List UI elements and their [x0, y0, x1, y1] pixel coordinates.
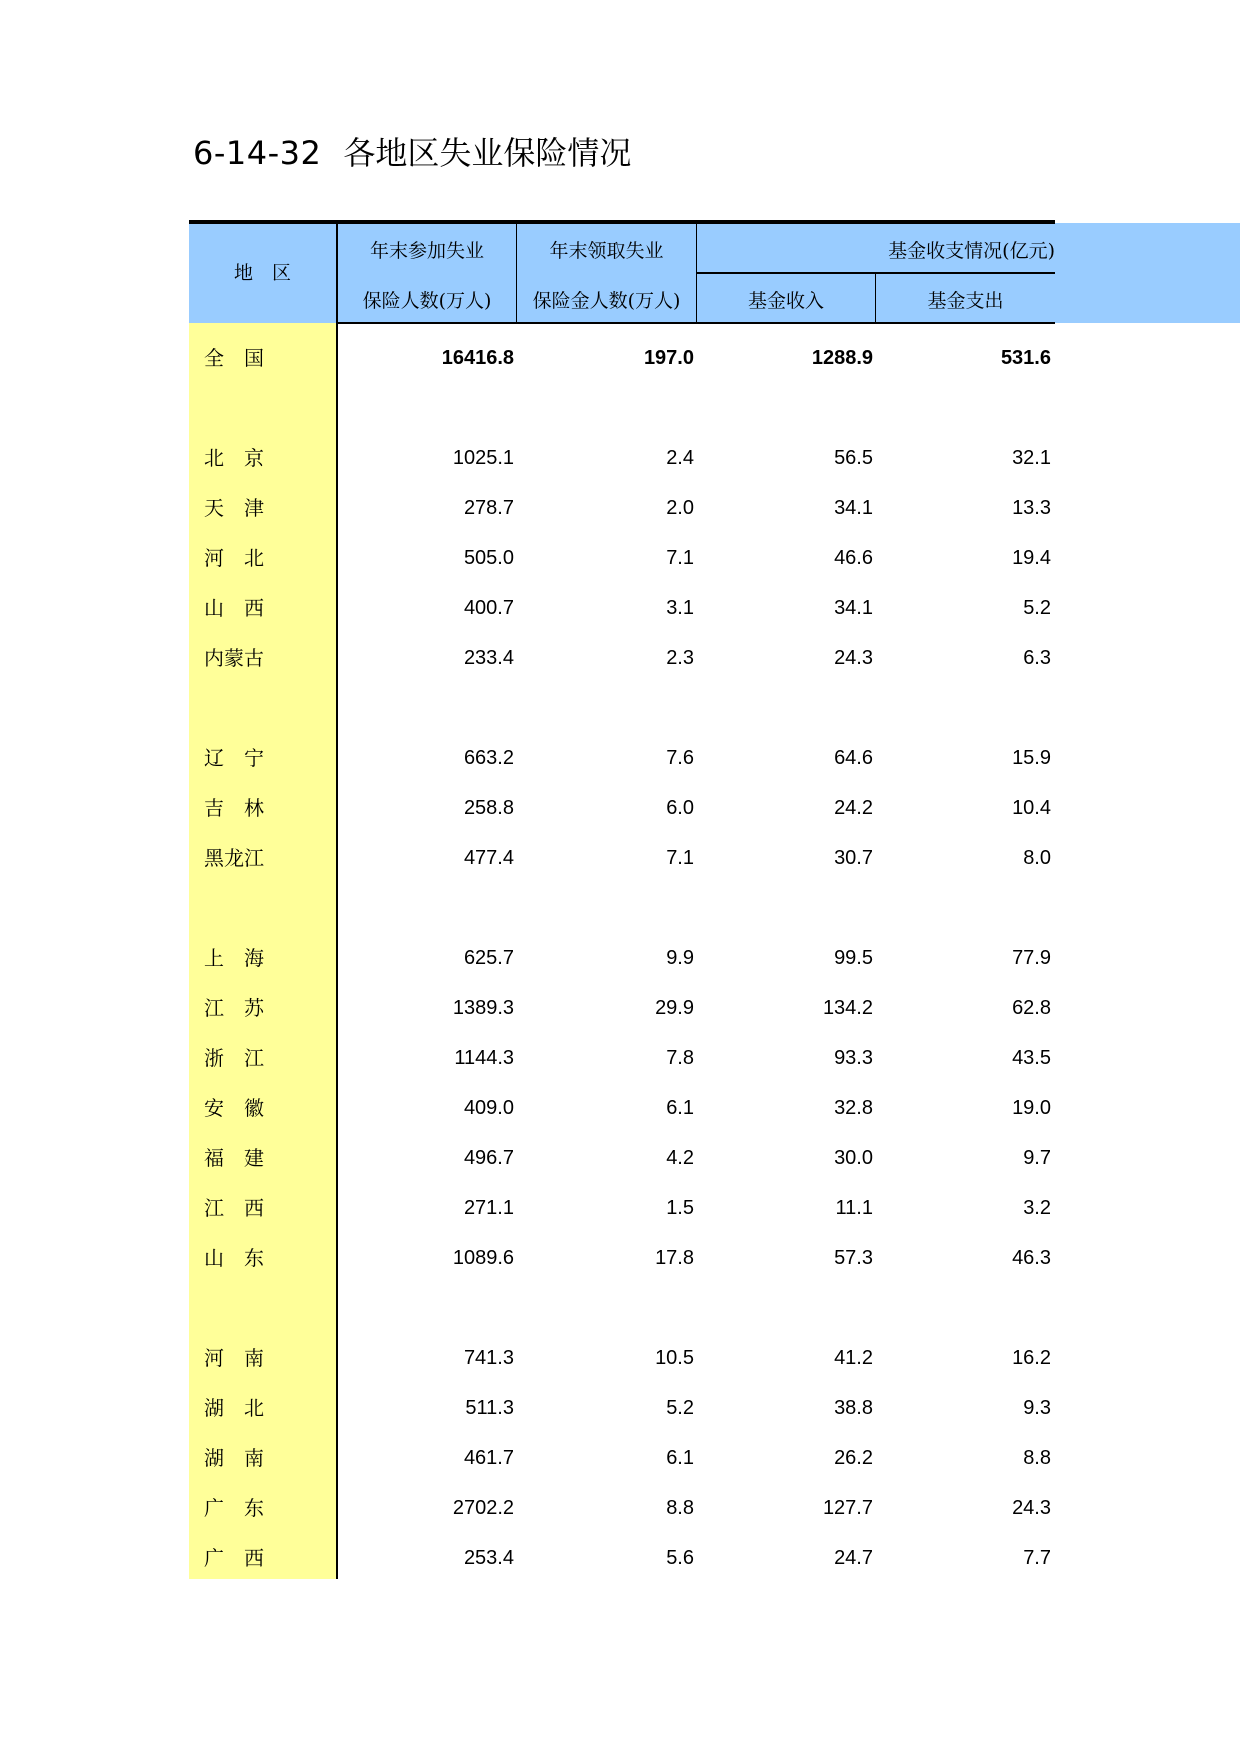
table-row: [189, 433, 1055, 483]
region-cell: 福 建: [204, 1146, 264, 1170]
table-row: [189, 1383, 1055, 1433]
table-row: [189, 833, 1055, 883]
fund-income-cell: 134.2: [822, 997, 873, 1019]
fund-expense-cell: 62.8: [1012, 997, 1051, 1019]
fund-income-cell: 93.3: [834, 1047, 873, 1069]
insured-cell: 2702.2: [452, 1497, 514, 1519]
region-cell: 山 东: [204, 1246, 264, 1270]
region-cell: 浙 江: [204, 1046, 264, 1070]
fund-expense-cell: 10.4: [1012, 797, 1051, 819]
insured-cell: 1144.3: [454, 1047, 514, 1069]
fund-income-cell: 41.2: [834, 1347, 873, 1369]
insured-cell: 461.7: [463, 1447, 514, 1469]
fund-income-cell: 56.5: [834, 447, 873, 469]
recipients-cell: 2.3: [666, 647, 694, 669]
fund-expense-cell: 6.3: [1023, 647, 1051, 669]
table-row: [189, 1533, 1055, 1583]
fund-income-cell: 30.0: [834, 1147, 873, 1169]
fund-income-cell: 30.7: [834, 847, 873, 869]
header-fund-group: 基金收支情况(亿元): [888, 240, 1055, 262]
insured-cell: 511.3: [465, 1397, 514, 1419]
fund-income-cell: 1288.9: [811, 347, 873, 369]
fund-expense-cell: 7.7: [1023, 1547, 1051, 1569]
recipients-cell: 6.0: [666, 797, 694, 819]
table-row: [189, 1333, 1055, 1383]
table-row: [189, 633, 1055, 683]
recipients-cell: 5.2: [666, 1397, 694, 1419]
fund-income-cell: 127.7: [822, 1497, 873, 1519]
region-cell: 黑龙江: [204, 846, 264, 870]
insured-cell: 741.3: [463, 1347, 514, 1369]
insured-cell: 400.7: [463, 597, 514, 619]
table-row: [189, 1033, 1055, 1083]
region-cell: 吉 林: [204, 796, 264, 820]
fund-income-cell: 24.2: [834, 797, 873, 819]
recipients-cell: 3.1: [666, 597, 694, 619]
fund-expense-cell: 46.3: [1012, 1247, 1051, 1269]
recipients-cell: 2.0: [666, 497, 694, 519]
recipients-cell: 6.1: [666, 1447, 694, 1469]
region-cell: 上 海: [204, 946, 264, 970]
recipients-cell: 7.6: [666, 747, 694, 769]
insured-cell: 1089.6: [452, 1247, 514, 1269]
fund-income-cell: 99.5: [834, 947, 873, 969]
region-cell: 湖 北: [204, 1396, 264, 1420]
region-cell: 全 国: [204, 346, 264, 370]
fund-expense-cell: 16.2: [1012, 1347, 1051, 1369]
header-fund-income: 基金收入: [747, 290, 824, 312]
recipients-cell: 7.1: [666, 547, 694, 569]
recipients-cell: 1.5: [666, 1197, 694, 1219]
recipients-cell: 5.6: [666, 1547, 694, 1569]
table-row: [189, 1483, 1055, 1533]
recipients-cell: 9.9: [666, 947, 694, 969]
insured-cell: 253.4: [463, 1547, 514, 1569]
header-insured-line1: 年末参加失业: [369, 240, 484, 262]
fund-expense-cell: 32.1: [1012, 447, 1051, 469]
table-row: [189, 583, 1055, 633]
header-insured-line2: 保险人数(万人): [362, 290, 492, 312]
insured-cell: 625.7: [463, 947, 514, 969]
table-row: [189, 933, 1055, 983]
insured-cell: 16416.8: [441, 347, 514, 369]
fund-income-cell: 46.6: [834, 547, 873, 569]
recipients-cell: 6.1: [666, 1097, 694, 1119]
insured-cell: 233.4: [463, 647, 514, 669]
table-row: [189, 333, 1055, 383]
region-cell: 河 南: [204, 1346, 264, 1370]
fund-income-cell: 34.1: [834, 497, 873, 519]
page-title: [193, 128, 631, 174]
recipients-cell: 4.2: [666, 1147, 694, 1169]
insured-cell: 271.1: [463, 1197, 514, 1219]
fund-expense-cell: 9.3: [1023, 1397, 1051, 1419]
table-row: [189, 1183, 1055, 1233]
fund-expense-cell: 3.2: [1023, 1197, 1051, 1219]
table-row: [189, 733, 1055, 783]
fund-expense-cell: 9.7: [1023, 1147, 1051, 1169]
header-fund-expense: 基金支出: [927, 290, 1004, 312]
insured-cell: 409.0: [463, 1097, 514, 1119]
header-recipients-line2: 保险金人数(万人): [532, 290, 681, 312]
region-cell: 山 西: [204, 596, 264, 620]
table-number: 6-14-32: [193, 134, 322, 172]
region-cell: 天 津: [204, 496, 264, 520]
recipients-cell: 197.0: [643, 347, 694, 369]
region-cell: 安 徽: [204, 1096, 264, 1120]
table-row: [189, 983, 1055, 1033]
insured-cell: 505.0: [463, 547, 514, 569]
recipients-cell: 10.5: [655, 1347, 694, 1369]
fund-expense-cell: 5.2: [1023, 597, 1051, 619]
insured-cell: 663.2: [463, 747, 514, 769]
fund-expense-cell: 77.9: [1012, 947, 1051, 969]
recipients-cell: 17.8: [655, 1247, 694, 1269]
fund-income-cell: 24.3: [834, 647, 873, 669]
region-cell: 内蒙古: [204, 646, 264, 670]
fund-income-cell: 11.1: [835, 1197, 873, 1219]
insured-cell: 278.7: [463, 497, 514, 519]
recipients-cell: 29.9: [655, 997, 694, 1019]
insured-cell: 1025.1: [452, 447, 514, 469]
table-row: [189, 1433, 1055, 1483]
insured-cell: 1389.3: [452, 997, 514, 1019]
fund-expense-cell: 8.0: [1023, 847, 1051, 869]
region-cell: 湖 南: [204, 1446, 264, 1470]
fund-income-cell: 24.7: [834, 1547, 873, 1569]
table-title: 各地区失业保险情况: [343, 134, 632, 172]
recipients-cell: 7.1: [666, 847, 694, 869]
fund-expense-cell: 531.6: [1000, 347, 1051, 369]
fund-expense-cell: 19.4: [1012, 547, 1051, 569]
table-row: [189, 1233, 1055, 1283]
recipients-cell: 2.4: [666, 447, 694, 469]
fund-expense-cell: 19.0: [1012, 1097, 1051, 1119]
region-cell: 辽 宁: [204, 746, 264, 770]
header-recipients-line1: 年末领取失业: [549, 240, 664, 262]
table-row: [189, 783, 1055, 833]
region-cell: 江 苏: [204, 996, 264, 1020]
fund-income-cell: 64.6: [834, 747, 873, 769]
insured-cell: 477.4: [463, 847, 514, 869]
insured-cell: 258.8: [463, 797, 514, 819]
fund-income-cell: 32.8: [834, 1097, 873, 1119]
fund-expense-cell: 15.9: [1012, 747, 1051, 769]
recipients-cell: 8.8: [666, 1497, 694, 1519]
table-row: [189, 1083, 1055, 1133]
table-row: [189, 1133, 1055, 1183]
region-cell: 北 京: [204, 446, 264, 470]
header-region: 地 区: [233, 262, 291, 284]
region-cell: 江 西: [204, 1196, 264, 1220]
recipients-cell: 7.8: [666, 1047, 694, 1069]
fund-expense-cell: 43.5: [1012, 1047, 1051, 1069]
fund-income-cell: 34.1: [834, 597, 873, 619]
fund-income-cell: 26.2: [834, 1447, 873, 1469]
region-cell: 广 西: [204, 1546, 264, 1570]
fund-income-cell: 57.3: [834, 1247, 873, 1269]
fund-expense-cell: 13.3: [1012, 497, 1051, 519]
table-row: [189, 533, 1055, 583]
region-cell: 广 东: [204, 1496, 264, 1520]
insured-cell: 496.7: [463, 1147, 514, 1169]
fund-income-cell: 38.8: [834, 1397, 873, 1419]
table-row: [189, 483, 1055, 533]
fund-expense-cell: 8.8: [1023, 1447, 1051, 1469]
region-cell: 河 北: [204, 546, 264, 570]
fund-expense-cell: 24.3: [1012, 1497, 1051, 1519]
